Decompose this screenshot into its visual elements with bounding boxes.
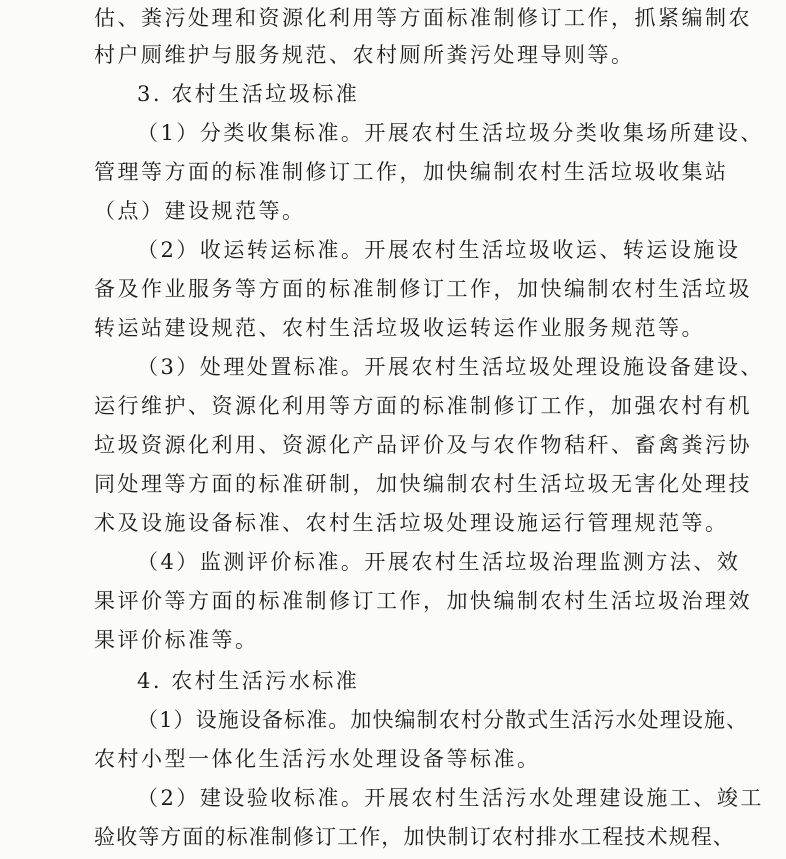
text-line: （4）监测评价标准。开展农村生活垃圾治理监测方法、效	[137, 550, 741, 574]
text-line: 垃圾资源化利用、资源化产品评价及与农作物秸秆、畜禽粪污协	[94, 433, 752, 457]
text-line: 验收等方面的标准制修订工作，加快制订农村排水工程技术规程、	[94, 825, 735, 849]
text-line: （3）处理处置标准。开展农村生活垃圾处理设施设备建设、	[137, 355, 764, 379]
text-line: 术及设施设备标准、农村生活垃圾处理设施运行管理规范等。	[94, 511, 729, 535]
text-line: 村户厕维护与服务规范、农村厕所粪污处理导则等。	[94, 43, 635, 67]
text-line: 农村小型一体化生活污水处理设备等标准。	[94, 747, 541, 771]
text-line: （2）收运转运标准。开展农村生活垃圾收运、转运设施设	[137, 238, 741, 262]
text-line: 同处理等方面的标准研制，加快编制农村生活垃圾无害化处理技	[94, 472, 752, 496]
text-line: 果评价等方面的标准制修订工作，加快编制农村生活垃圾治理效	[94, 589, 752, 613]
text-line: 运行维护、资源化利用等方面的标准制修订工作，加强农村有机	[94, 394, 752, 418]
text-line: 转运站建设规范、农村生活垃圾收运转运作业服务规范等。	[94, 316, 705, 340]
section-heading: 3. 农村生活垃圾标准	[137, 82, 360, 106]
text-line: 备及作业服务等方面的标准制修订工作，加快编制农村生活垃圾	[94, 277, 752, 301]
text-line: 果评价标准等。	[94, 628, 259, 652]
section-heading: 4. 农村生活污水标准	[137, 669, 360, 693]
text-line: 管理等方面的标准制修订工作，加快编制农村生活垃圾收集站	[94, 160, 729, 184]
text-line: （2）建设验收标准。开展农村生活污水处理建设施工、竣工	[137, 786, 764, 810]
text-line: （1）分类收集标准。开展农村生活垃圾分类收集场所建设、	[137, 121, 764, 145]
text-line: 估、粪污处理和资源化利用等方面标准制修订工作，抓紧编制农	[94, 6, 752, 30]
text-line: （1）设施设备标准。加快编制农村分散式生活污水处理设施、	[137, 708, 749, 732]
text-line: （点）建设规范等。	[94, 199, 306, 223]
